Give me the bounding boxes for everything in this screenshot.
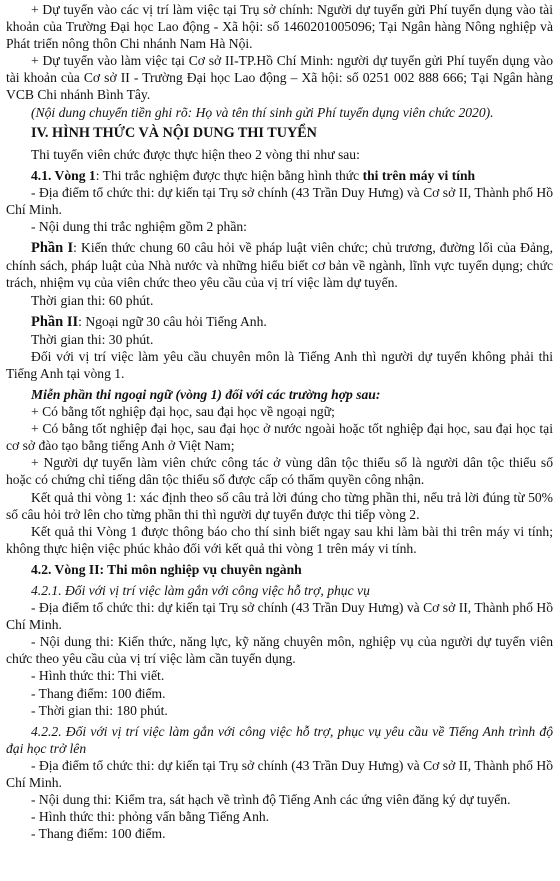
paragraph-transfer-note: (Nội dung chuyển tiền ghi rõ: Họ và tên thí sinh gửi Phí tuyển dụng viên chức 2020). [31, 104, 494, 120]
round-1-text: : Thi trắc nghiệm được thực hiện bằng hình thức [95, 167, 363, 183]
paragraph-421-scale: - Thang điểm: 100 điểm. [31, 685, 166, 701]
part-2-text: : Ngoại ngữ 30 câu hỏi Tiếng Anh. [78, 313, 267, 329]
part-1-label: Phần I [31, 240, 74, 257]
paragraph-part-2-time: Thời gian thi: 30 phút. [31, 331, 154, 347]
paragraph-round-1-notice: Kết quả thi Vòng 1 được thông báo cho thí sinh biết ngay sau khi làm bài thi trên máy vi tính; không thực hiện việc phúc khảo đối với kết quả thi vòng 1 trên máy vi tính. [6, 523, 553, 556]
paragraph-422-content: - Nội dung thi: Kiểm tra, sát hạch về trình độ Tiếng Anh các ứng viên đăng ký dự tuyển. [31, 792, 511, 808]
exemption-item-2: + Có bằng tốt nghiệp đại học, sau đại học ở nước ngoài hoặc tốt nghiệp đại học, sau đại học tại cơ sở đào tạo bằng tiếng Anh ở Việt Nam; [6, 421, 553, 454]
round-1-label: 4.1. Vòng 1 [31, 167, 96, 183]
part-1-text: : Kiến thức chung 60 câu hỏi về pháp luật viên chức; chủ trương, đường lối của Đảng, chính sách, pháp luật của Nhà nước và những hiểu biết cơ bản về ngành, lĩnh vực tuyển dụng; chức trách, nhiệm vụ của viên chức theo yêu cầu của vị trí việc làm dự tuyển. [6, 240, 553, 291]
section-heading-iv: IV. HÌNH THỨC VÀ NỘI DUNG THI TUYỂN [31, 124, 317, 141]
paragraph-round-1-result: Kết quả thi vòng 1: xác định theo số câu trả lời đúng cho từng phần thi, nếu trả lời đúng từ 50% số câu hỏi trở lên cho từng phần thi thì người dự tuyển được thi tiếp vòng 2. [6, 489, 553, 522]
paragraph-english-major: Đối với vị trí việc làm yêu cầu chuyên môn là Tiếng Anh thì người dự tuyển không phải thi Tiếng Anh tại vòng 1. [6, 348, 553, 381]
paragraph-part-1-time: Thời gian thi: 60 phút. [31, 292, 154, 308]
part-2-label: Phần II [31, 313, 79, 330]
part-2-paragraph [6, 313, 553, 331]
paragraph-422-format: - Hình thức thi: phỏng vấn bằng Tiếng Anh. [31, 809, 270, 825]
paragraph-421-duration: - Thời gian thi: 180 phút. [31, 702, 168, 718]
round-1-bold: thi trên máy vi tính [362, 167, 476, 183]
exemption-item-1: + Có bằng tốt nghiệp đại học, sau đại học về ngoại ngữ; [31, 404, 335, 420]
round-2-heading: 4.2. Vòng II: Thi môn nghiệp vụ chuyên ngành [31, 561, 302, 577]
part-1-paragraph [6, 239, 553, 291]
subsection-4-2-1-heading: 4.2.1. Đối với vị trí việc làm gắn với công việc hỗ trợ, phục vụ [31, 583, 370, 598]
paragraph-421-format: - Hình thức thi: Thi viết. [31, 668, 165, 684]
exemption-heading: Miễn phần thi ngoại ngữ (vòng 1) đối với các trường hợp sau: [31, 386, 381, 402]
paragraph-fee-campus-2: + Dự tuyển vào làm việc tại Cơ sở II-TP.Hồ Chí Minh: người dự tuyển gửi Phí tuyển dụng vào tài khoản của Cơ sở II - Trường Đại học Lao động – Xã hội: số 0251 002 888 666; Tại Ngân hàng VCB Chi nhánh Bình Tây. [6, 53, 553, 103]
round-1-heading [6, 167, 553, 184]
paragraph-421-content: - Nội dung thi: Kiến thức, năng lực, kỹ năng chuyên môn, nghiệp vụ của người dự tuyển viên chức theo yêu cầu của vị trí việc làm cần tuyển dụng. [6, 634, 553, 667]
exemption-item-3: + Người dự tuyển làm viên chức công tác ở vùng dân tộc thiểu số là người dân tộc thiểu số hoặc có chứng chỉ tiếng dân tộc thiểu số được cấp có thẩm quyền công nhận. [6, 455, 553, 488]
paragraph-round-1-content: - Nội dung thi trắc nghiệm gồm 2 phần: [31, 219, 247, 235]
paragraph-422-location: - Địa điểm tổ chức thi: dự kiến tại Trụ sở chính (43 Trần Duy Hưng) và Cơ sở II, Thành phố Hồ Chí Minh. [6, 757, 553, 791]
paragraph-round-1-location: - Địa điểm tổ chức thi: dự kiến tại Trụ sở chính (43 Trần Duy Hưng) và Cơ sở II, Thành phố Hồ Chí Minh. [6, 184, 553, 218]
paragraph-422-scale: - Thang điểm: 100 điểm. [31, 826, 166, 842]
paragraph-two-rounds: Thi tuyển viên chức được thực hiện theo 2 vòng thi như sau: [31, 146, 360, 162]
paragraph-fee-headquarters: + Dự tuyển vào các vị trí làm việc tại Trụ sở chính: Người dự tuyển gửi Phí tuyển dụng vào tài khoản của Trường Đại học Lao động - Xã hội: số 1460201005096; Tại Ngân hàng Nông nghiệp và Phát triển nông thôn Chi nhánh Nam Hà Nội. [6, 2, 553, 52]
subsection-4-2-2-heading: 4.2.2. Đối với vị trí việc làm gắn với công việc hỗ trợ, phục vụ yêu cầu về Tiếng Anh trình độ đại học trở lên [6, 723, 553, 756]
paragraph-421-location: - Địa điểm tổ chức thi: dự kiến tại Trụ sở chính (43 Trần Duy Hưng) và Cơ sở II, Thành phố Hồ Chí Minh. [6, 600, 553, 633]
